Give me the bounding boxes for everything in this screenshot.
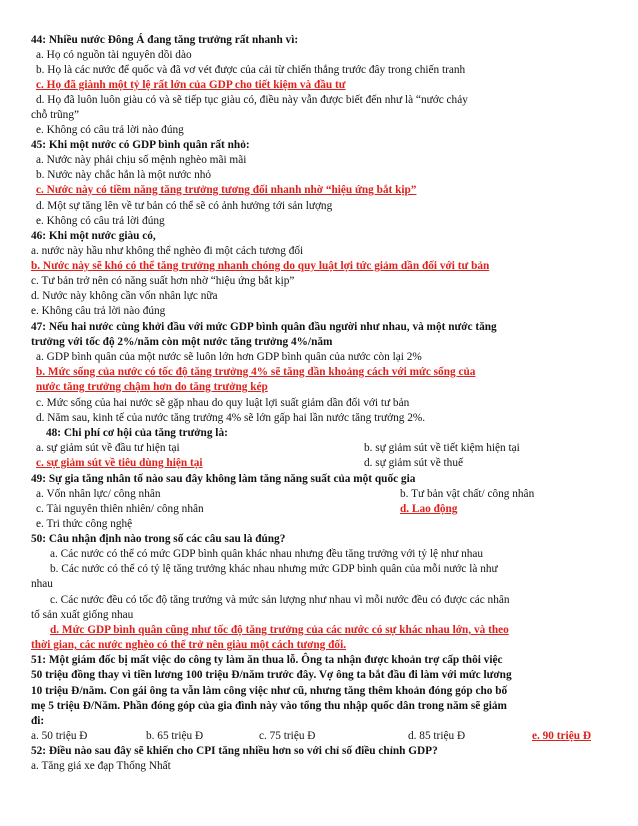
q49-option-d-answer: d. Lao động — [400, 503, 458, 515]
q47-option-a: a. GDP bình quân của một nước sẽ luôn lớn hơn GDP bình quân của nước còn lại 2% — [36, 351, 422, 363]
q51-option-c: c. 75 triệu Đ — [259, 730, 316, 742]
q45-option-a: a. Nước này phải chịu số mệnh nghèo mãi mãi — [36, 154, 247, 166]
q48-option-d: d. sự giảm sút về thuế — [364, 457, 463, 469]
q44-option-d: d. Họ đã luôn luôn giàu có và sẽ tiếp tục giàu có, điều này vẫn được biết đến như là “nước chảy — [36, 94, 468, 106]
question-51-line-4: mẹ 5 triệu Đ/Năm. Phần đóng góp của gia đình này vào tổng thu nhập quốc dân trong năm sẽ giảm — [31, 700, 507, 712]
q47-option-d: d. Năm sau, kinh tế của nước tăng trưởng 4% sẽ lớn gấp hai lần nước tăng trưởng 2%. — [36, 412, 426, 424]
q47-option-c: c. Mức sống của hai nước sẽ gặp nhau do quy luật lợi suất giảm dần đối với tư bản — [36, 397, 410, 409]
q47-option-b-answer: b. Mức sống của nước có tốc độ tăng trưởng 4% sẽ tăng dần khoảng cách với mức sống của — [36, 366, 476, 378]
q45-option-e: e. Không có câu trả lời đúng — [36, 215, 165, 227]
question-49: 49: Sự gia tăng nhân tố nào sau đây không làm tăng năng suất của một quốc gia — [31, 473, 416, 485]
question-44: 44: Nhiều nước Đông Á đang tăng trưởng rất nhanh vì: — [31, 34, 299, 46]
question-52: 52: Điều nào sau đây sẽ khiến cho CPI tăng nhiều hơn so với chỉ số điều chỉnh GDP? — [31, 745, 438, 757]
q46-option-a: a. nước này hầu như không thể nghèo đi một cách tương đối — [31, 245, 304, 257]
q44-option-a: a. Họ có nguồn tài nguyên dồi dào — [36, 49, 192, 61]
q46-option-e: e. Không câu trả lời nào đúng — [31, 305, 166, 317]
q44-option-b: b. Họ là các nước để quốc và đã vơ vét được của cải từ chiến thắng trước đây trong chiến tranh — [36, 64, 466, 76]
q52-option-a: a. Tăng giá xe đạp Thống Nhất — [31, 760, 171, 772]
q49-option-c: c. Tài nguyên thiên nhiên/ công nhân — [36, 503, 204, 515]
question-46: 46: Khi một nước giàu có, — [31, 230, 156, 242]
q50-option-a: a. Các nước có thể có mức GDP bình quân khác nhau nhưng đều tăng trưởng với tỷ lệ như nhau — [50, 548, 484, 560]
question-51-line-5: đi: — [31, 715, 45, 727]
q50-option-d-answer-cont: thời gian, các nước nghèo có thể trở nên giàu một cách tương đối. — [31, 639, 347, 651]
q46-option-c: c. Tư bản trở nên có năng suất hơn nhờ “hiệu ứng bắt kịp” — [31, 275, 295, 287]
q51-option-d: d. 85 triệu Đ — [408, 730, 466, 742]
q45-option-c-answer: c. Nước này có tiềm năng tăng trưởng tương đối nhanh nhờ “hiệu ứng bắt kịp” — [36, 184, 417, 196]
q45-option-d: d. Một sự tăng lên về tư bản có thể sẽ có ảnh hưởng tới sản lượng — [36, 200, 333, 212]
q51-option-a: a. 50 triệu Đ — [31, 730, 88, 742]
q50-option-b-cont: nhau — [31, 578, 53, 590]
question-47-cont: trưởng với tốc độ 2%/năm còn một nước tăng trưởng 4%/năm — [31, 336, 333, 348]
q46-option-d: d. Nước này không cần vốn nhân lực nữa — [31, 290, 218, 302]
question-51-line-3: 10 triệu Đ/năm. Con gái ông ta vẫn làm công việc như cũ, nhưng tăng thêm khoản đóng góp cho bố — [31, 685, 508, 697]
q50-option-d-answer: d. Mức GDP bình quân cũng như tốc độ tăng trưởng của các nước có sự khác nhau lớn, và theo — [50, 624, 509, 636]
question-51-line-1: 51: Một giám đốc bị mất việc do công ty làm ăn thua lỗ. Ông ta nhận được khoản trợ cấp thôi việc — [31, 654, 503, 666]
q48-option-a: a. sự giảm sút về đầu tư hiện tại — [36, 442, 180, 454]
q48-option-c-answer: c. sự giảm sút về tiêu dùng hiện tại — [36, 457, 203, 469]
q46-option-b-answer: b. Nước này sẽ khó có thể tăng trưởng nhanh chóng do quy luật lợi tức giảm dần đối với tư bản — [31, 260, 490, 272]
q49-option-a: a. Vốn nhân lực/ công nhân — [36, 488, 161, 500]
q44-option-c-answer: c. Họ đã giành một tỷ lệ rất lớn của GDP cho tiết kiệm và đầu tư — [36, 79, 346, 91]
q45-option-b: b. Nước này chắc hẳn là một nước nhỏ — [36, 169, 212, 181]
q49-option-b: b. Tư bản vật chất/ công nhân — [400, 488, 535, 500]
q51-option-b: b. 65 triệu Đ — [146, 730, 204, 742]
q44-option-d-cont: chỗ trũng” — [31, 109, 79, 121]
q50-option-c: c. Các nước đều có tốc độ tăng trưởng và mức sản lượng như nhau vì mỗi nước đều có được các nhân — [50, 594, 510, 606]
q50-option-c-cont: tố sản xuất giống nhau — [31, 609, 134, 621]
q48-option-b: b. sự giảm sút về tiết kiệm hiện tại — [364, 442, 520, 454]
question-45: 45: Khi một nước có GDP bình quân rất nhỏ: — [31, 139, 250, 151]
q50-option-b: b. Các nước có thể có tỷ lệ tăng trưởng khác nhau nhưng mức GDP bình quân của mỗi nước là như — [50, 563, 498, 575]
q47-option-b-answer-cont: nước tăng trưởng chậm hơn do tăng trưởng kép — [36, 381, 268, 393]
q44-option-e: e. Không có câu trả lời nào đúng — [36, 124, 184, 136]
q49-option-e: e. Tri thức công nghệ — [36, 518, 133, 530]
q51-option-e-answer: e. 90 triệu Đ — [532, 730, 591, 742]
question-51-line-2: 50 triệu đồng thay vì tiền lương 100 triệu Đ/năm trước đây. Vợ ông ta bắt đầu đi làm với mức lương — [31, 669, 512, 681]
question-47: 47: Nếu hai nước cùng khởi đầu với mức GDP bình quân đầu người như nhau, và một nước tăng — [31, 321, 497, 333]
question-50: 50: Câu nhận định nào trong số các câu sau là đúng? — [31, 533, 286, 545]
question-48: 48: Chi phí cơ hội của tăng trưởng là: — [46, 427, 228, 439]
